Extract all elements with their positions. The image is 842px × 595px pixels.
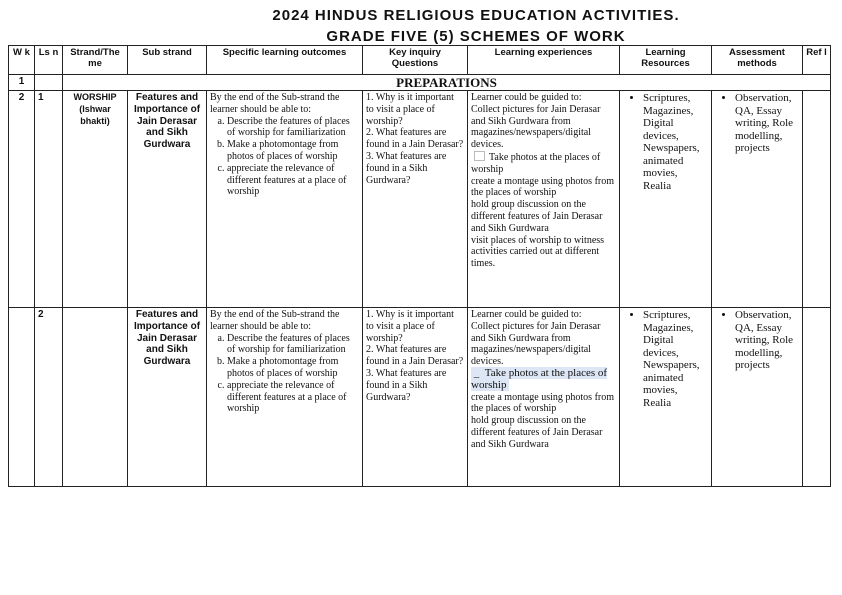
preparations-label: PREPARATIONS bbox=[63, 75, 831, 91]
outcome-item: c. appreciate the relevance of different features at a place of worship bbox=[227, 380, 359, 415]
outcome-item: a. Describe the features of places of worship for familiarization bbox=[227, 333, 359, 357]
outcomes-cell bbox=[207, 308, 363, 487]
experience-item: Learner could be guided to: bbox=[471, 309, 582, 320]
header-strand: Strand/The me bbox=[63, 46, 128, 75]
resources-item: • Scriptures, Magazines, Digital devices, Newspapers, animated movies, Realia bbox=[643, 309, 708, 409]
experience-item: hold group discussion on the different features of Jain Derasar and Sikh Gurdwara bbox=[471, 415, 603, 450]
experience-item: Take photos at the places of worship bbox=[471, 151, 601, 175]
schemes-of-work-table bbox=[8, 45, 831, 487]
experience-item: Collect pictures for Jain Derasar and Sikh Gurdwara from magazines/newspapers/digital devices. bbox=[471, 320, 601, 368]
assessment-cell bbox=[712, 91, 803, 308]
ref-cell bbox=[803, 308, 831, 487]
header-substrand: Sub strand bbox=[128, 46, 207, 75]
experience-item: create a montage using photos from the places of worship bbox=[471, 175, 615, 199]
question-item: 3. What features are found in a Sikh Gurdwara? bbox=[366, 150, 447, 186]
header-experiences: Learning experiences bbox=[468, 46, 620, 75]
experience-item-highlighted: Take photos at the places of worship bbox=[471, 366, 608, 391]
outcome-item: b. Make a photomontage from photos of places of worship bbox=[227, 356, 359, 380]
outcomes-intro: By the end of the Sub-strand the learner should be able to: bbox=[210, 309, 340, 332]
document-title: 2024 HINDUS RELIGIOUS EDUCATION ACTIVITIES. bbox=[272, 7, 680, 24]
question-item: 2. What features are found in a Jain Derasar? bbox=[366, 344, 464, 368]
table-row bbox=[9, 91, 831, 308]
assessment-cell bbox=[712, 308, 803, 487]
lesson-cell bbox=[35, 75, 63, 91]
strand-cell bbox=[63, 308, 128, 487]
assessment-item: • Observation, QA, Essay writing, Role modelling, projects bbox=[735, 92, 799, 155]
week-cell bbox=[9, 308, 35, 487]
question-item: 3. What features are found in a Sikh Gurdwara? bbox=[366, 367, 447, 403]
outcomes-intro: By the end of the Sub-strand the learner should be able to: bbox=[210, 92, 340, 115]
header-ref: Ref l bbox=[803, 46, 831, 75]
questions-cell bbox=[363, 91, 468, 308]
lesson-cell: 1 bbox=[35, 91, 63, 308]
lesson-cell: 2 bbox=[35, 308, 63, 487]
outcome-item: c. appreciate the relevance of different features at a place of worship bbox=[227, 163, 359, 198]
header-row bbox=[9, 46, 831, 75]
experience-item: visit places of worship to witness activities carried out at different times. bbox=[471, 234, 605, 270]
experiences-cell bbox=[468, 91, 620, 308]
experience-item: hold group discussion on the different features of Jain Derasar and Sikh Gurdwara bbox=[471, 199, 603, 234]
assessment-item: • Observation, QA, Essay writing, Role modelling, projects bbox=[735, 309, 799, 372]
bullet-box-icon bbox=[474, 151, 485, 161]
resources-cell bbox=[620, 308, 712, 487]
resources-item: • Scriptures, Magazines, Digital devices, Newspapers, animated movies, Realia bbox=[643, 92, 708, 192]
experience-item: create a montage using photos from the places of worship bbox=[471, 391, 615, 415]
week-cell: 1 bbox=[9, 75, 35, 91]
strand-cell: WORSHIP (Ishwar bhakti) bbox=[63, 91, 128, 308]
outcome-item: a. Describe the features of places of worship for familiarization bbox=[227, 116, 359, 140]
table-row bbox=[9, 308, 831, 487]
questions-cell bbox=[363, 308, 468, 487]
preparations-row bbox=[9, 75, 831, 91]
week-cell: 2 bbox=[9, 91, 35, 308]
question-item: 2. What features are found in a Jain Derasar? bbox=[366, 127, 464, 151]
header-lesson: Ls n bbox=[35, 46, 63, 75]
substrand-cell: Features and Importance of Jain Derasar and Sikh Gurdwara bbox=[128, 308, 207, 487]
outcome-item: b. Make a photomontage from photos of places of worship bbox=[227, 139, 359, 163]
ref-cell bbox=[803, 91, 831, 308]
experiences-cell: Learner could be guided to: Collect pictures for Jain Derasar and Sikh Gurdwara from magazines/newspapers/digital devices. _ Take photos at the places of worship create a montage using photos from the places of worship hold group discussion on the different features of Jain Derasar and Sikh Gurdwara bbox=[468, 308, 620, 487]
substrand-cell: Features and Importance of Jain Derasar and Sikh Gurdwara bbox=[128, 91, 207, 308]
header-outcomes: Specific learning outcomes bbox=[207, 46, 363, 75]
header-week: W k bbox=[9, 46, 35, 75]
header-questions: Key inquiry Questions bbox=[363, 46, 468, 75]
outcomes-cell bbox=[207, 91, 363, 308]
document-subtitle: GRADE FIVE (5) SCHEMES OF WORK bbox=[326, 28, 626, 45]
header-resources: Learning Resources bbox=[620, 46, 712, 75]
resources-cell bbox=[620, 91, 712, 308]
header-assessment: Assessment methods bbox=[712, 46, 803, 75]
question-item: 1. Why is it important to visit a place of worship? bbox=[366, 92, 454, 127]
experience-item: Collect pictures for Jain Derasar and Sikh Gurdwara from magazines/newspapers/digital devices. bbox=[471, 103, 601, 151]
question-item: 1. Why is it important to visit a place of worship? bbox=[366, 309, 454, 344]
experience-item: Learner could be guided to: bbox=[471, 92, 582, 103]
